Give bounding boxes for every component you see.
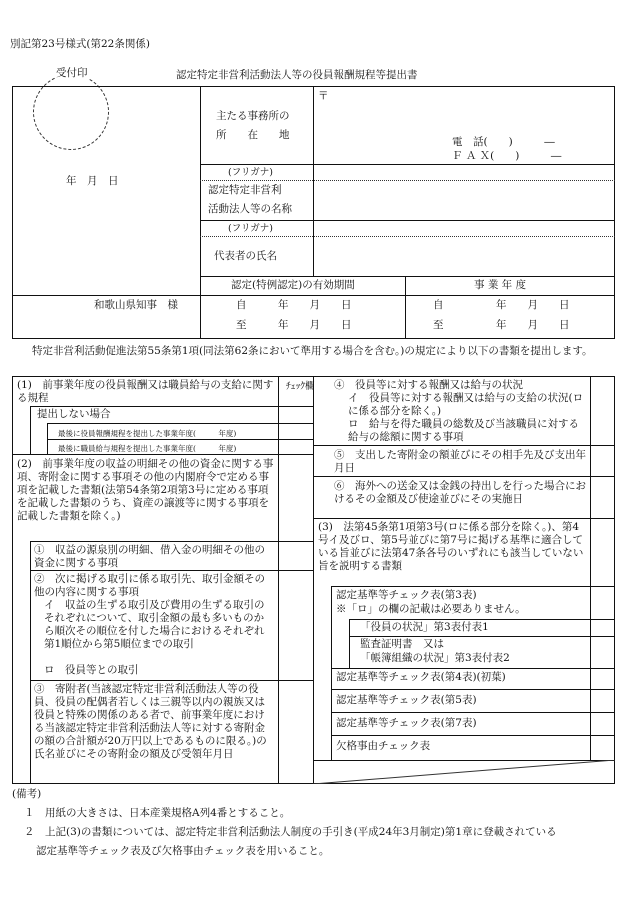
- notes-label: (備考): [12, 788, 42, 800]
- check-table-3: 認定基準等チェック表(第3表): [336, 589, 477, 601]
- item-6: ⑥ 海外への送金又は金銭の持出しを行った場合におけるその金額及び使途並びにその実施日: [334, 480, 586, 505]
- furigana-2: (フリガナ): [228, 223, 273, 234]
- check-table-5: 認定基準等チェック表(第5表): [336, 694, 477, 706]
- item-4-ro: ロ 給与を得た職員の総数及び当該職員に対する給与の総額に関する事項: [348, 418, 579, 443]
- validity-label: 認定(特例認定)の有効期間: [231, 279, 355, 291]
- phone-label: 電 話( ) ―: [452, 136, 555, 148]
- fiscal-from: 自 年 月 日: [433, 299, 570, 311]
- fax-label: Ｆ Ａ Ｘ( ) ―: [452, 150, 562, 162]
- last-officer-rule-year: 最後に役員報酬規程を提出した事業年度( 年度): [58, 429, 237, 438]
- section-1-title: (1) 前事業年度の役員報酬又は職員給与の支給に関する規程: [17, 379, 274, 404]
- rep-name-label: 代表者の氏名: [214, 250, 277, 262]
- last-staff-rule-year: 最後に職員給与規程を提出した事業年度( 年度): [58, 444, 237, 453]
- item-1: ① 収益の源泉別の明細、借入金の明細その他の資金に関する事項: [34, 544, 265, 569]
- attachment-1: 「役員の状況」第3表付表1: [360, 621, 489, 633]
- validity-to: 至 年 月 日: [236, 319, 352, 331]
- item-5: ⑤ 支出した寄附金の額並びにその相手先及び支出年月日: [334, 449, 586, 474]
- section-2-title: (2) 前事業年度の収益の明細その他の資金に関する事項、寄附金に関する事項その他の内閣府令で定める事項を記載した書類(法第54条第2項第3号に定める事項を記載した書類のうち、資産の譲渡等に関する事項を記載した書類を除く。): [17, 458, 274, 522]
- form-number: 別記第23号様式(第22条関係): [10, 38, 150, 50]
- item-2-ro: ロ 役員等との取引: [44, 664, 139, 676]
- check-column-label: ﾁｪｯｸ欄: [286, 381, 315, 392]
- blank-diagonal: [313, 760, 615, 784]
- note-2-line-2: 認定基準等チェック表及び欠格事由チェック表を用いること。: [36, 845, 330, 857]
- note-2-line-1: ２ 上記(3)の書類については、認定特定非営利活動法人制度の手引き(平成24年3月制定)第1章に登載されている: [24, 826, 557, 838]
- attachment-2-line-1: 監査証明書 又は: [360, 638, 444, 650]
- table-3-note: ※「ロ」の欄の記載は必要ありません。: [336, 603, 526, 615]
- org-name-label-2: 活動法人等の名称: [208, 203, 292, 215]
- attachment-2-line-2: 「帳簿組織の状況」第3表付表2: [360, 652, 510, 664]
- fiscal-to: 至 年 月 日: [433, 319, 570, 331]
- check-table-7: 認定基準等チェック表(第7表): [336, 717, 477, 729]
- item-4: ④ 役員等に対する報酬又は給与の状況: [334, 379, 523, 391]
- validity-from: 自 年 月 日: [236, 299, 352, 311]
- addressee: 和歌山県知事 様: [94, 299, 178, 311]
- office-label-2: 所 在 地: [216, 129, 290, 141]
- postal-mark: 〒: [318, 90, 329, 102]
- date-label: 年 月 日: [66, 175, 119, 187]
- item-3: ③ 寄附者(当該認定特定非営利活動法人等の役員、役員の配偶者若しくは三親等以内の親族又は役員と特殊の関係のある者で、前事業年度における当該認定特定非営利活動法人等に対する寄附金の額の合計額が20万円以上であるものに限る。)の氏名並びにその寄附金の額及び受領年月日: [34, 683, 267, 760]
- item-4-i: イ 役員等に対する報酬又は給与の支給の状況(ロに係る部分を除く。): [348, 392, 584, 417]
- note-1: １ 用紙の大きさは、日本産業規格A列4番とすること。: [24, 807, 291, 819]
- office-label-1: 主たる事務所の: [216, 110, 290, 122]
- org-name-label-1: 認定特定非営利: [208, 184, 282, 196]
- furigana-1: (フリガナ): [228, 167, 273, 178]
- disqualification-check-table: 欠格事由チェック表: [336, 740, 431, 752]
- not-submit-label: 提出しない場合: [37, 408, 111, 420]
- fiscal-year-label: 事 業 年 度: [474, 279, 527, 291]
- item-2-i: イ 収益の生ずる取引及び費用の生ずる取引のそれぞれについて、取引金額の最も多いものから順次その順位を付した場合におけるそれぞれ第1順位から第5順位までの取引: [44, 599, 265, 650]
- check-table-4: 認定基準等チェック表(第4表)(初葉): [336, 671, 506, 683]
- intro-text: 特定非営利活動促進法第55条第1項(同法第62条において準用する場合を含む。)の規定により以下の書類を提出します。: [32, 345, 593, 357]
- section-3-title: (3) 法第45条第1項第3号(ロに係る部分を除く。)、第4号イ及びロ、第5号並びに第7号に掲げる基準に適合している旨並びに法第47条各号のいずれにも該当していない旨を説明する書類: [318, 521, 584, 572]
- item-2: ② 次に掲げる取引に係る取引先、取引金額その他の内容に関する事項: [34, 573, 265, 598]
- stamp-label: 受付印: [56, 67, 88, 79]
- page-title: 認定特定非営利活動法人等の役員報酬規程等提出書: [176, 69, 418, 81]
